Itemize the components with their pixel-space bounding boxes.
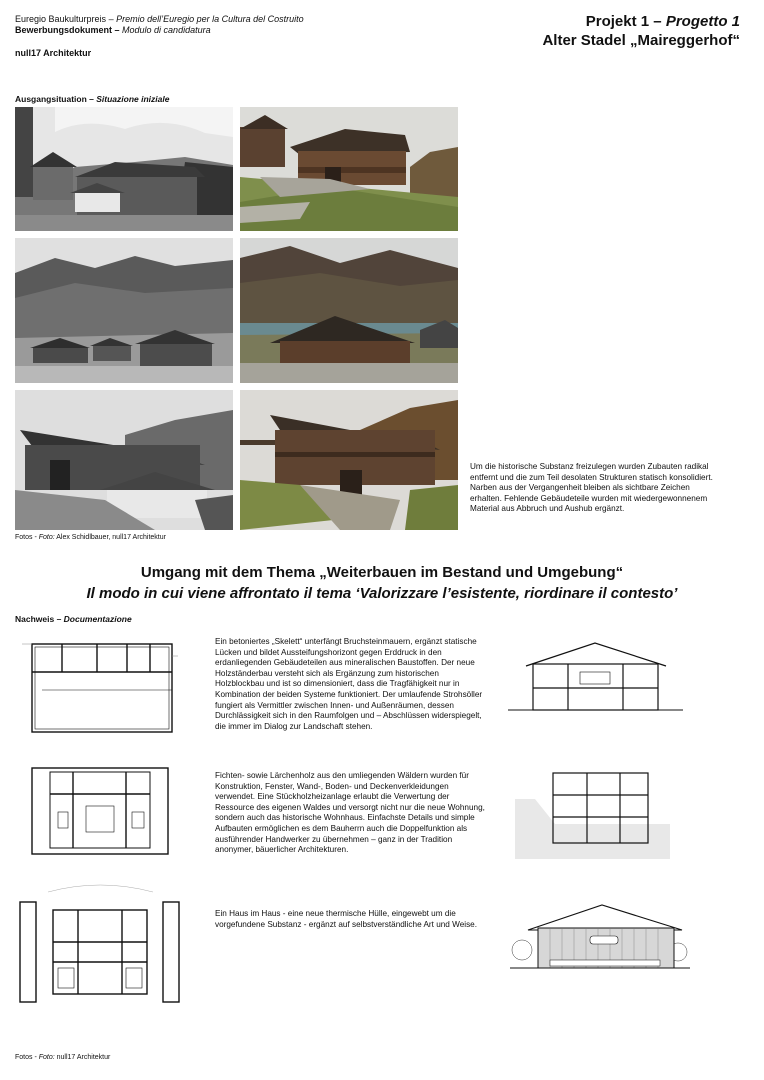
project-title-block bbox=[542, 12, 740, 50]
documentation-text-2: Fichten- sowie Lärchenholz aus den umliegenden Wäldern wurden für Konstruktion, Fenster, Wand-, Boden- und Deckenverkleidungen verwendet. Eine Stückholzheizanlage erlaubt die Verwertung der Ressource des eigenen Waldes und versorgt nicht nur die neue Wohnung, sondern auch das historische Wohnhaus. Einfachste Details und simple Aufbauten ermöglichen es dem Bauherrn auch die Doppelfunktion als ausführender Handwerker zu übernehmen – ganz in der Tradition anonymer, bäuerlicher Architekturen. bbox=[215, 771, 485, 855]
photo-color-valley-barn bbox=[240, 238, 458, 383]
photo-color-barn-slope bbox=[240, 107, 458, 231]
photo-color-barn-front bbox=[240, 390, 458, 530]
elevation-drawing bbox=[510, 900, 690, 975]
photo-bw-barn-side bbox=[15, 390, 233, 530]
section-drawing-2 bbox=[515, 769, 670, 859]
documentation-text-1: Ein betoniertes „Skelett“ unterfängt Bruchsteinmauern, ergänzt statische Lücken und bildet Aussteifungshorizont gegen Erddruck in den erdanliegenden Gebäudeteilen aus mineralischen Baustoffen. Der neue Holzständerbau versteht sich als Ergänzung zum historischen Holzblockbau und ist so dimensioniert, dass die Tragfähigkeit nur in Kombination der beiden Systeme funktioniert. Der umlaufende Strohsöller fungiert als Vermittler zwischen Innen- und Außenräumen, dessen Durchlässigkeit sich in den Raumfolgen und – Abschlüssen widerspiegelt, die immer im Dialog zur Landschaft stehen. bbox=[215, 637, 483, 731]
photo-credit-bottom: Fotos - Foto: null17 Architektur bbox=[15, 1054, 111, 1061]
floor-plan-ground bbox=[28, 764, 173, 859]
section-heading-initial: Ausgangsituation – Situazione iniziale bbox=[15, 94, 170, 104]
photo-bw-valley-hamlet bbox=[15, 238, 233, 383]
documentation-text-3: Ein Haus im Haus - eine neue thermische Hülle, eingewebt um die vorgefundene Substanz - ergänzt auf selbstverständliche Art und Weise. bbox=[215, 909, 478, 929]
project-title: Projekt 1 – Progetto 1 bbox=[585, 13, 740, 30]
floor-plan-basement bbox=[22, 638, 178, 738]
section-heading-documentation: Nachweis – Documentazione bbox=[15, 614, 132, 624]
photo-credit-top: Fotos - Foto: Alex Schidlbauer, null17 Architektur bbox=[15, 534, 166, 541]
header-block bbox=[15, 14, 304, 36]
theme-title-de: Umgang mit dem Thema „Weiterbauen im Bestand und Umgebung“ bbox=[140, 564, 624, 581]
office-name: null17 Architektur bbox=[15, 48, 92, 58]
award-line: Euregio Baukulturpreis – Premio dell’Euregio per la Cultura del Costruito bbox=[15, 14, 304, 24]
photo-bw-farm-buildings bbox=[15, 107, 233, 231]
section-drawing-1 bbox=[508, 638, 683, 716]
floor-plan-upper bbox=[18, 880, 183, 1005]
document-line: Bewerbungsdokument – Modulo di candidatura bbox=[15, 25, 211, 35]
project-name: Alter Stadel „Maireggerhof“ bbox=[542, 32, 740, 49]
initial-situation-text: Um die historische Substanz freizulegen wurden Zubauten radikal entfernt und die zum Teil desolaten Strukturen statisch konsolidiert. Narben aus der Vergangenheit bleiben als sichtbare Zeichen erhalten. Fehlende Gebäudeteile wurden mit wiedergewonnenem Material aus Abbruch und Aushub ergänzt. bbox=[470, 462, 713, 514]
theme-title-it: Il modo in cui viene affrontato il tema ‘Valorizzare l’esistente, riordinare il contesto’ bbox=[86, 585, 678, 602]
